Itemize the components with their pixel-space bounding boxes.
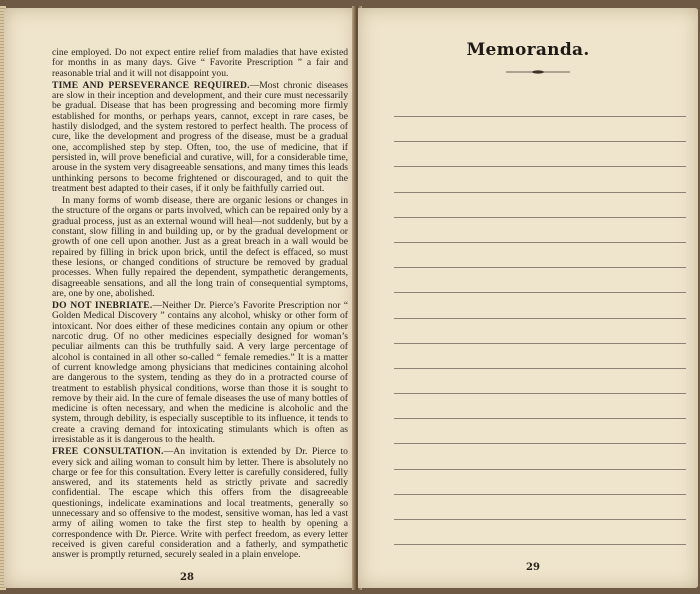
memo-line xyxy=(394,418,686,419)
paragraph-free-consultation: FREE CONSULTATION.—An invitation is extended by Dr. Pierce to every sick and ailing woman to consult him by letter. There is absolutely no charge or fee for this consultation. Every letter is carefully considered, fully answered, and its statements held as strictly private and sacredly confidential. The escape which this offers from the disagreeable questionings, indelicate examinations and local treatments, generally so unnecessary and so offensive to the modest, sensitive woman, has led a vast army of ailing women to take the first step to health by opening a correspondence with Dr. Pierce. Write with perfect freedom, as every letter received is given careful consideration and a fatherly, and sympathetic answer is promptly returned, securely sealed in a plain envelope. xyxy=(52,446,348,561)
page-number-right: 29 xyxy=(526,562,540,573)
memoranda-title: Memoranda. xyxy=(466,40,590,60)
paragraph-womb-disease: In many forms of womb disease, there are organic lesions or changes in the structure of the organs or parts involved, which can be repaired only by a gradual process, just as an external wound will heal—not suddenly, but by a constant, slow filling in and building up, or by the gradual development or growth of one cell upon another. Just as a great breach in a wall would be repaired by filling in brick upon brick, until the defect is effaced, so must these lesions, or changed conditions of structure be removed by gradual processes. When fully repaired the dependent, sympathetic derangements, disagreeable sensations, and all the long train of consequential symptoms, are, one by one, abolished. xyxy=(52,195,348,299)
ornament-divider xyxy=(506,70,570,74)
paragraph-time-perseverance: TIME AND PERSEVERANCE REQUIRED.—Most chronic diseases are slow in their inception and development, and their cure must necessarily be gradual. Disease that has been progressing and becoming more firmly established for months, or perhaps years, cannot, except in rare cases, be hastily dislodged, and the system restored to perfect health. The process of cure, like the development and progress of the disease, must be a gradual one, accomplished step by step. Often, too, the use of medicine, that if persisted in, will prove beneficial and curative, will, for a considerable time, arouse in the system very disagreeable sensations, and many times this leads unthinking persons to become frightened or discouraged, and to quit the treatment best adapted to their cases, if it only be faithfully carried out. xyxy=(52,79,348,194)
memo-line xyxy=(394,116,686,117)
memo-line xyxy=(394,217,686,218)
memo-line xyxy=(394,519,686,520)
memo-line xyxy=(394,469,686,470)
memo-line xyxy=(394,267,686,268)
section-heading: FREE CONSULTATION. xyxy=(52,446,164,458)
left-page xyxy=(4,8,356,588)
page-number-left: 28 xyxy=(180,572,194,583)
section-heading: DO NOT INEBRIATE. xyxy=(52,300,153,312)
memo-line xyxy=(394,292,686,293)
paragraph-intro: cine employed. Do not expect entire relief from maladies that have existed for months in as many days. Give “ Favorite Prescription ” a fair and reasonable trial and it will not disappoint you. xyxy=(52,47,348,79)
memo-line xyxy=(394,544,686,545)
memo-line xyxy=(394,443,686,444)
memo-line xyxy=(394,141,686,142)
memo-line xyxy=(394,242,686,243)
memo-line xyxy=(394,192,686,193)
memo-line xyxy=(394,166,686,167)
memo-ruled-lines xyxy=(394,116,686,569)
memo-line xyxy=(394,368,686,369)
left-page-text xyxy=(52,48,348,563)
right-page xyxy=(358,8,698,588)
memo-line xyxy=(394,318,686,319)
memo-line xyxy=(394,343,686,344)
memo-line xyxy=(394,494,686,495)
memo-line xyxy=(394,393,686,394)
paragraph-do-not-inebriate: DO NOT INEBRIATE.—Neither Dr. Pierce’s Favorite Prescription nor “ Golden Medical Discovery ” contains any alcohol, whisky or other form of intoxicant. Nor does either of these medicines contain any opium or other narcotic drug. Of no other medicines especially designed for woman’s peculiar ailments can this be truthfully said. A very large percentage of alcohol is contained in all other so-called “ female remedies.” It is a matter of current knowledge among physicians that medicines containing alcohol are dangerous to the system, tending as they do in a protracted course of treatment to establish physical conditions, worse than those it is sought to remove by their aid. In the cure of female diseases the use of many bottles of medicine is often necessary, and when the medicine is alcoholic and the system, through debility, is especially susceptible to its influence, it tends to create a craving demand for intoxicating stimulants which is often as irresistable as it is dangerous to the health. xyxy=(52,300,348,445)
section-heading: TIME AND PERSEVERANCE REQUIRED. xyxy=(52,79,250,91)
